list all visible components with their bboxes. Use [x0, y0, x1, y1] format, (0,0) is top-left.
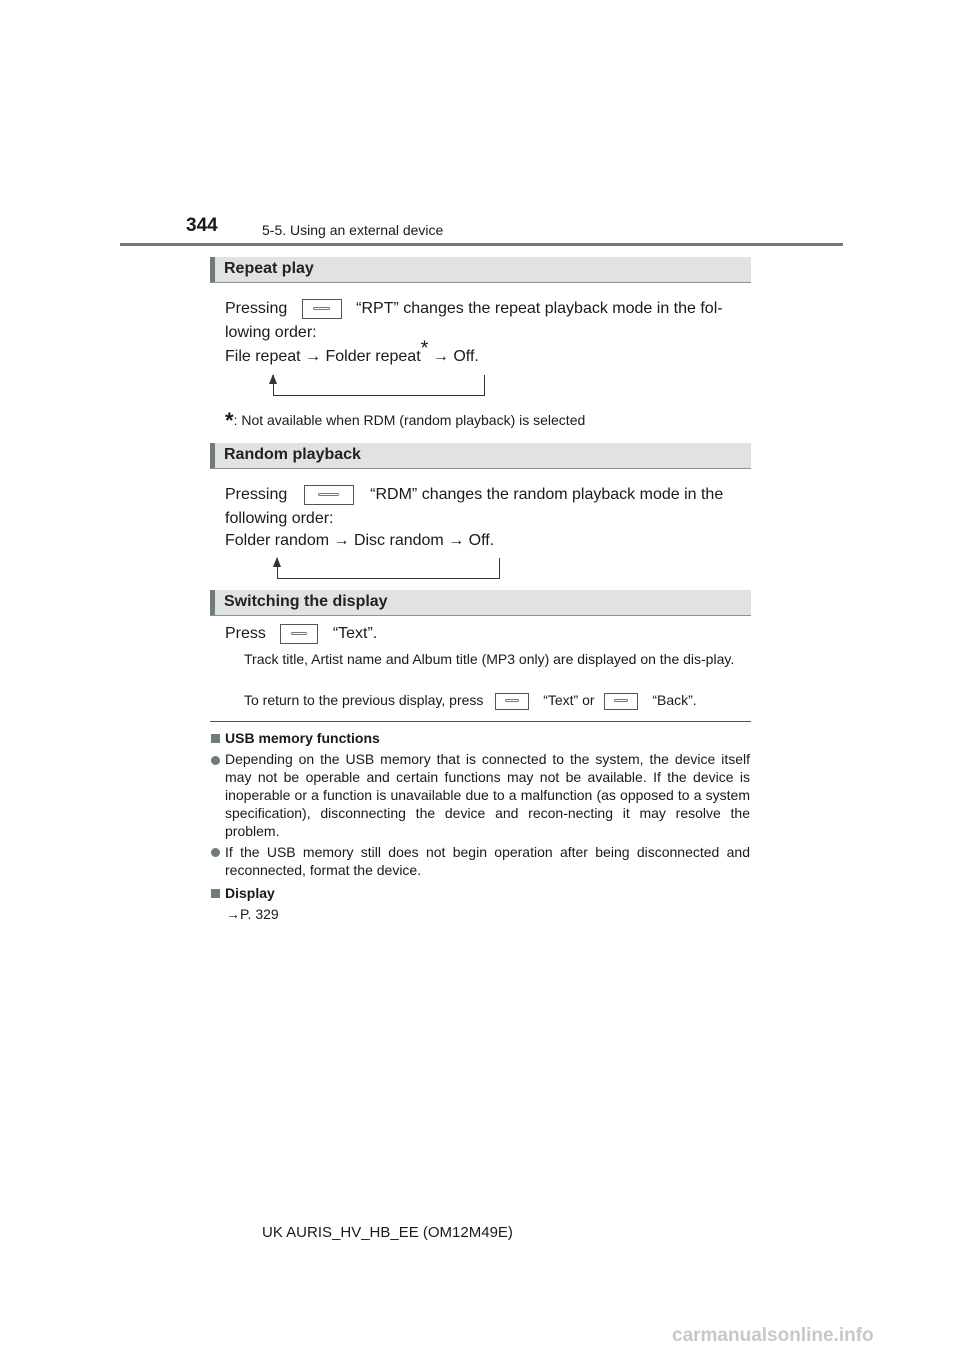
section-title: Random playback: [224, 446, 361, 463]
page-reference-link[interactable]: →P. 329: [226, 906, 279, 922]
display-instruction: [225, 622, 377, 646]
display-heading-text: Display: [225, 885, 275, 901]
pressing-label: Pressing: [225, 300, 288, 317]
press-label: Press: [225, 625, 266, 642]
round-bullet-icon: [211, 756, 220, 765]
display-note-1: Track title, Artist name and Album title (MP3 only) are displayed on the dis-play.: [244, 651, 735, 667]
header-rule: [120, 243, 843, 246]
square-bullet-icon: [211, 889, 220, 898]
repeat-instruction: [225, 297, 746, 321]
repeat-sequence: [225, 337, 479, 369]
preset-button-icon: [280, 624, 318, 644]
display-note-2: [244, 691, 697, 710]
chapter-title: 5-5. Using an external device: [262, 222, 444, 238]
preset-button-icon: [304, 485, 354, 505]
page-number: 344: [186, 215, 218, 236]
random-order-label: following order:: [225, 510, 334, 527]
display-heading: [211, 884, 275, 902]
preset-button-icon: [302, 299, 342, 319]
text-label: “Text”.: [332, 625, 378, 642]
cycle-arrowhead: [269, 374, 277, 384]
random-sequence: Folder random → Disc random → Off.: [225, 532, 495, 549]
heading-accent-bar: [210, 590, 215, 615]
section-title: Switching the display: [224, 593, 388, 610]
usb-bullet-1: Depending on the USB memory that is connected to the system, the device itself may not be operable and certain functions may not be available. If the device is inoperable or a function is unavailable due to a malfunction (as opposed to a system specification), disconnecting the device and recon-necting it may resolve the problem.: [225, 751, 750, 839]
watermark: carmanualsonline.info: [672, 1325, 874, 1346]
repeat-sequence-a: File repeat → Folder repeat: [225, 348, 421, 365]
section-heading-random-playback: [210, 443, 751, 469]
usb-memory-heading: [211, 729, 380, 747]
section-heading-switching-display: [210, 590, 751, 616]
rdm-text: “RDM” changes the random playback mode in the: [370, 486, 724, 503]
random-instruction: [225, 483, 746, 507]
note-back-text: “Back”.: [652, 692, 697, 708]
section-heading-repeat-play: [210, 257, 751, 283]
repeat-sequence-b: → Off.: [428, 348, 479, 365]
heading-accent-bar: [210, 443, 215, 468]
notes-divider: [210, 721, 751, 722]
preset-button-icon: [604, 693, 638, 710]
square-bullet-icon: [211, 734, 220, 743]
note-text-or: “Text” or: [543, 692, 595, 708]
random-cycle-line: [277, 558, 500, 579]
usb-heading-text: USB memory functions: [225, 730, 380, 746]
heading-accent-bar: [210, 257, 215, 282]
rpt-text: “RPT” changes the repeat playback mode in the fol-: [356, 300, 723, 317]
footnote-star-mark: *: [225, 408, 234, 433]
section-title: Repeat play: [224, 260, 314, 277]
pressing-label: Pressing: [225, 486, 288, 503]
preset-button-icon: [495, 693, 529, 710]
repeat-order-label: lowing order:: [225, 324, 317, 341]
repeat-footnote: [225, 408, 586, 433]
usb-bullet-2: If the USB memory still does not begin operation after being disconnected and reconnected, format the device.: [225, 844, 750, 878]
manual-code: UK AURIS_HV_HB_EE (OM12M49E): [262, 1224, 513, 1241]
repeat-cycle-line: [273, 375, 485, 396]
footnote-star: *: [420, 337, 429, 360]
round-bullet-icon: [211, 848, 220, 857]
footnote-text: : Not available when RDM (random playback) is selected: [233, 412, 586, 428]
cycle-arrowhead: [273, 557, 281, 567]
note-return-text: To return to the previous display, press: [244, 692, 484, 708]
